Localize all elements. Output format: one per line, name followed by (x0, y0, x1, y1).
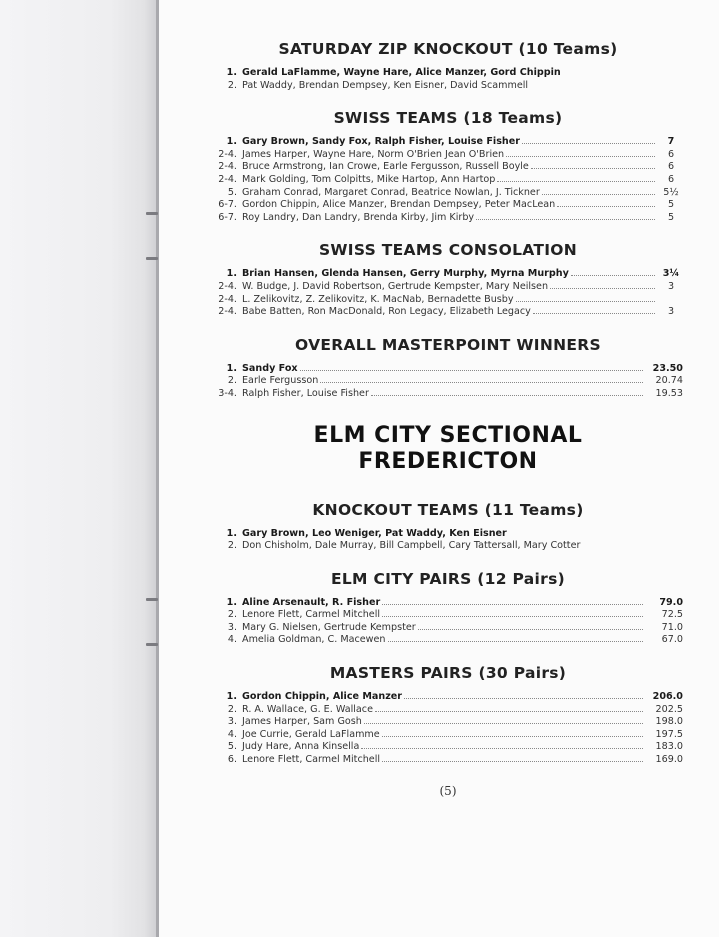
placing: 2-4. (218, 148, 237, 160)
player-names: Pat Waddy, Brendan Dempsey, Ken Eisner, David Scammell (242, 79, 529, 91)
dot-leader (320, 382, 643, 383)
event-location: FREDERICTON (358, 448, 538, 474)
results-section (213, 109, 683, 224)
score: 6 (667, 173, 675, 185)
section-title: SATURDAY ZIP KNOCKOUT (10 Teams) (278, 40, 618, 58)
result-row (213, 149, 683, 162)
dot-leader (382, 736, 643, 737)
player-names: Roy Landry, Dan Landry, Brenda Kirby, Jim Kirby (242, 211, 475, 223)
dot-leader (497, 181, 655, 182)
placing: 2-4. (218, 280, 237, 292)
result-row (213, 174, 683, 187)
placing: 1. (226, 691, 237, 703)
placing: 2-4. (218, 173, 237, 185)
tournament-results-part-2 (213, 501, 683, 767)
dot-leader (522, 143, 655, 144)
section-title: MASTERS PAIRS (30 Pairs) (329, 664, 567, 683)
score: 6 (667, 161, 675, 173)
result-row (213, 716, 683, 729)
placing: 1. (226, 596, 237, 608)
score: 23.50 (652, 362, 683, 374)
tournament-results-part-1 (213, 40, 683, 401)
placing: 3. (227, 716, 237, 728)
score: 6 (667, 148, 675, 160)
dot-leader (516, 301, 655, 302)
score: 5 (667, 199, 675, 211)
result-row (213, 212, 683, 225)
player-names: Joe Currie, Gerald LaFlamme (242, 728, 380, 740)
dot-leader (404, 698, 643, 699)
results-content (213, 40, 683, 798)
result-row (213, 729, 683, 742)
score: 72.5 (661, 609, 683, 621)
result-row (213, 528, 683, 541)
player-names: Mary G. Nielsen, Gertrude Kempster (242, 621, 416, 633)
page-number: (5) (439, 783, 457, 798)
result-row (213, 268, 683, 281)
staple-mark (146, 257, 158, 260)
placing: 4. (227, 634, 237, 646)
player-names: Gary Brown, Sandy Fox, Ralph Fisher, Louise Fisher (242, 136, 520, 148)
binding-gutter (0, 0, 157, 937)
player-names: Babe Batten, Ron MacDonald, Ron Legacy, Elizabeth Legacy (242, 306, 531, 318)
score: 71.0 (661, 621, 683, 633)
dot-leader (361, 748, 643, 749)
result-row (213, 67, 683, 80)
results-list (213, 268, 683, 318)
player-names: Lenore Flett, Carmel Mitchell (242, 754, 381, 766)
event-heading (213, 423, 683, 475)
player-names: R. A. Wallace, G. E. Wallace (242, 703, 373, 715)
placing: 3-4. (218, 387, 237, 399)
player-names: Bruce Armstrong, Ian Crowe, Earle Fergusson, Russell Boyle (242, 161, 529, 173)
results-list (213, 597, 683, 647)
player-names: Graham Conrad, Margaret Conrad, Beatrice Nowlan, J. Tickner (242, 186, 540, 198)
result-row (213, 540, 683, 553)
result-row (213, 306, 683, 319)
dot-leader (550, 288, 655, 289)
result-row (213, 187, 683, 200)
result-row (213, 363, 683, 376)
result-row (213, 294, 683, 307)
player-names: W. Budge, J. David Robertson, Gertrude Kempster, Mary Neilsen (242, 280, 549, 292)
dot-leader (382, 604, 643, 605)
staple-mark (146, 212, 158, 215)
placing: 5. (227, 186, 237, 198)
dot-leader (375, 711, 643, 712)
result-row (213, 754, 683, 767)
dot-leader (418, 629, 643, 630)
dot-leader (371, 395, 643, 396)
player-names: Lenore Flett, Carmel Mitchell (242, 609, 381, 621)
score: 20.74 (655, 375, 683, 387)
results-section (213, 501, 683, 553)
player-names: Brian Hansen, Glenda Hansen, Gerry Murphy, Myrna Murphy (242, 268, 569, 280)
player-names: Gordon Chippin, Alice Manzer, Brendan Dempsey, Peter MacLean (242, 199, 556, 211)
placing: 3. (227, 621, 237, 633)
results-section (213, 336, 683, 401)
results-section (213, 241, 683, 318)
staple-mark (146, 598, 158, 601)
dot-leader (364, 723, 643, 724)
score: 3¼ (662, 268, 680, 280)
result-row (213, 281, 683, 294)
player-names: Mark Golding, Tom Colpitts, Mike Hartop, Ann Hartop (242, 173, 496, 185)
dot-leader (533, 313, 655, 314)
player-names: Ralph Fisher, Louise Fisher (242, 387, 369, 399)
staple-mark (146, 643, 158, 646)
result-row (213, 622, 683, 635)
placing: 6-7. (218, 199, 237, 211)
score: 79.0 (659, 596, 683, 608)
player-names: Sandy Fox (242, 362, 298, 374)
score: 5½ (663, 186, 679, 198)
result-row (213, 80, 683, 93)
player-names: James Harper, Sam Gosh (242, 716, 362, 728)
score: 3 (667, 280, 675, 292)
section-title: SWISS TEAMS (18 Teams) (333, 109, 563, 128)
player-names: Don Chisholm, Dale Murray, Bill Campbell, Cary Tattersall, Mary Cotter (242, 540, 581, 552)
placing: 5. (227, 741, 237, 753)
result-row (213, 704, 683, 717)
dot-leader (542, 194, 655, 195)
result-row (213, 609, 683, 622)
score: 202.5 (655, 703, 683, 715)
score: 183.0 (655, 741, 683, 753)
results-section (213, 664, 683, 767)
placing: 2-4. (218, 161, 237, 173)
placing: 1. (226, 268, 237, 280)
section-title: OVERALL MASTERPOINT WINNERS (295, 335, 601, 354)
player-names: Gary Brown, Leo Weniger, Pat Waddy, Ken Eisner (242, 527, 507, 539)
result-row (213, 136, 683, 149)
dot-leader (506, 156, 655, 157)
score: 3 (667, 306, 675, 318)
result-row (213, 634, 683, 647)
dot-leader (382, 616, 643, 617)
score: 169.0 (655, 754, 683, 766)
results-list (213, 136, 683, 224)
results-section (213, 40, 683, 92)
results-list (213, 363, 683, 401)
result-row (213, 199, 683, 212)
result-row (213, 597, 683, 610)
event-title: ELM CITY SECTIONAL (313, 422, 583, 448)
player-names: Aline Arsenault, R. Fisher (242, 596, 381, 608)
player-names: Earle Fergusson (242, 375, 319, 387)
dot-leader (531, 168, 655, 169)
score: 5 (667, 211, 675, 223)
result-row (213, 388, 683, 401)
placing: 2. (227, 703, 237, 715)
results-list (213, 67, 683, 92)
dot-leader (476, 219, 655, 220)
score: 67.0 (661, 634, 683, 646)
score: 7 (667, 136, 675, 148)
player-names: James Harper, Wayne Hare, Norm O'Brien Jean O'Brien (242, 148, 505, 160)
placing: 2-4. (218, 293, 237, 305)
dot-leader (557, 206, 655, 207)
player-names: Judy Hare, Anna Kinsella (242, 741, 360, 753)
dot-leader (382, 761, 643, 762)
result-row (213, 375, 683, 388)
player-names: Gordon Chippin, Alice Manzer (242, 691, 403, 703)
result-row (213, 161, 683, 174)
player-names: Amelia Goldman, C. Macewen (242, 634, 386, 646)
placing: 6-7. (218, 211, 237, 223)
results-list (213, 528, 683, 553)
placing: 2. (227, 79, 237, 91)
placing: 6. (227, 754, 237, 766)
section-title: SWISS TEAMS CONSOLATION (318, 241, 578, 260)
placing: 2. (227, 609, 237, 621)
score: 206.0 (652, 691, 683, 703)
placing: 1. (226, 67, 237, 78)
player-names: Gerald LaFlamme, Wayne Hare, Alice Manzer, Gord Chippin (242, 67, 561, 78)
placing: 1. (226, 527, 237, 539)
section-title: ELM CITY PAIRS (12 Pairs) (330, 569, 566, 588)
placing: 1. (226, 362, 237, 374)
placing: 4. (227, 728, 237, 740)
placing: 2-4. (218, 306, 237, 318)
section-title: KNOCKOUT TEAMS (11 Teams) (312, 500, 584, 519)
score: 197.5 (655, 728, 683, 740)
dot-leader (300, 370, 643, 371)
results-list (213, 691, 683, 767)
dot-leader (388, 641, 644, 642)
placing: 1. (226, 136, 237, 148)
result-row (213, 691, 683, 704)
placing: 2. (227, 540, 237, 552)
placing: 2. (227, 375, 237, 387)
score: 198.0 (655, 716, 683, 728)
score: 19.53 (655, 387, 683, 399)
dot-leader (571, 275, 655, 276)
player-names: L. Zelikovitz, Z. Zelikovitz, K. MacNab, Bernadette Busby (242, 293, 514, 305)
result-row (213, 741, 683, 754)
results-section (213, 570, 683, 647)
